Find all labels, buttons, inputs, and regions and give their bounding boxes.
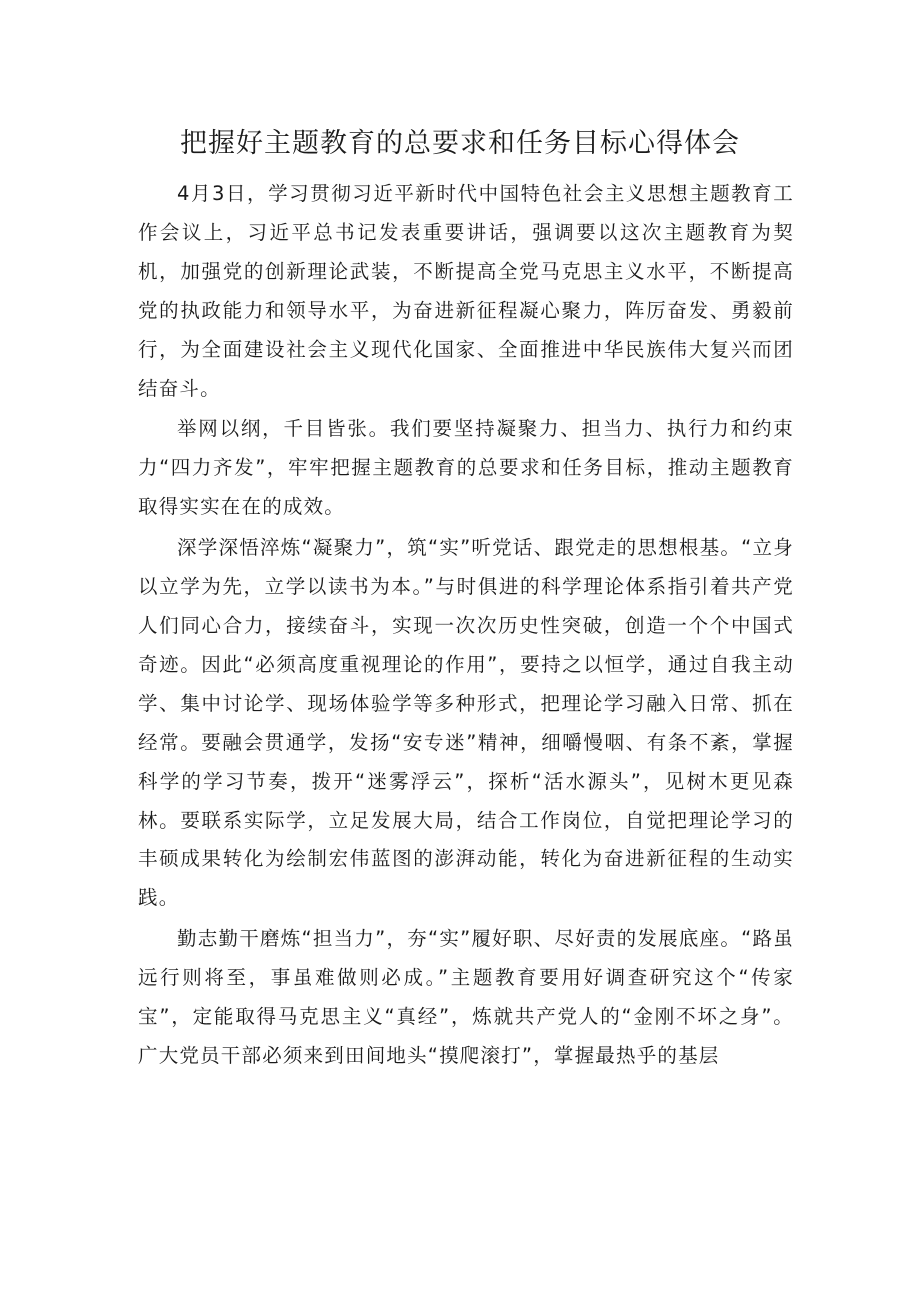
paragraph-1: 4月3日，学习贯彻习近平新时代中国特色社会主义思想主题教育工作会议上，习近平总书记发表重要讲话，强调要以这次主题教育为契机，加强党的创新理论武装，不断提高全党马克思主义水平，不断提高党的执政能力和领导水平，为奋进新征程凝心聚力，阵厉奋发、勇毅前行，为全面建设社会主义现代化国家、全面推进中华民族伟大复兴而团结奋斗。 [138,182,794,400]
paragraph-4: 勤志勤干磨炼“担当力”，夯“实”履好职、尽好责的发展底座。“路虽远行则将至，事虽难做则必成。”主题教育要用好调查研究这个“传家宝”，定能取得马克思主义“真经”，炼就共产党人的“金刚不坏之身”。广大党员干部必须来到田间地头“摸爬滚打”，掌握最热乎的基层 [138,927,794,1067]
document-title: 把握好主题教育的总要求和任务目标心得体会 [180,128,740,159]
paragraph-3: 深学深悟淬炼“凝聚力”，筑“实”听党话、跟党走的思想根基。“立身以立学为先，立学以读书为本。”与时俱进的科学理论体系指引着共产党人们同心合力，接续奋斗，实现一次次历史性突破，创造一个个中国式奇迹。因此“必须高度重视理论的作用”，要持之以恒学，通过自我主动学、集中讨论学、现场体验学等多种形式，把理论学习融入日常、抓在经常。要融会贯通学，发扬“安专迷”精神，细嚼慢咽、有条不紊，掌握科学的学习节奏，拨开“迷雾浮云”，探析“活水源头”，见树木更见森林。要联系实际学，立足发展大局，结合工作岗位，自觉把理论学习的丰硕成果转化为绘制宏伟蓝图的澎湃动能，转化为奋进新征程的生动实践。 [138,536,794,910]
paragraph-2: 举网以纲，千目皆张。我们要坚持凝聚力、担当力、执行力和约束力“四力齐发”，牢牢把握主题教育的总要求和任务目标，推动主题教育取得实实在在的成效。 [138,417,794,519]
document-body [138,175,794,1076]
